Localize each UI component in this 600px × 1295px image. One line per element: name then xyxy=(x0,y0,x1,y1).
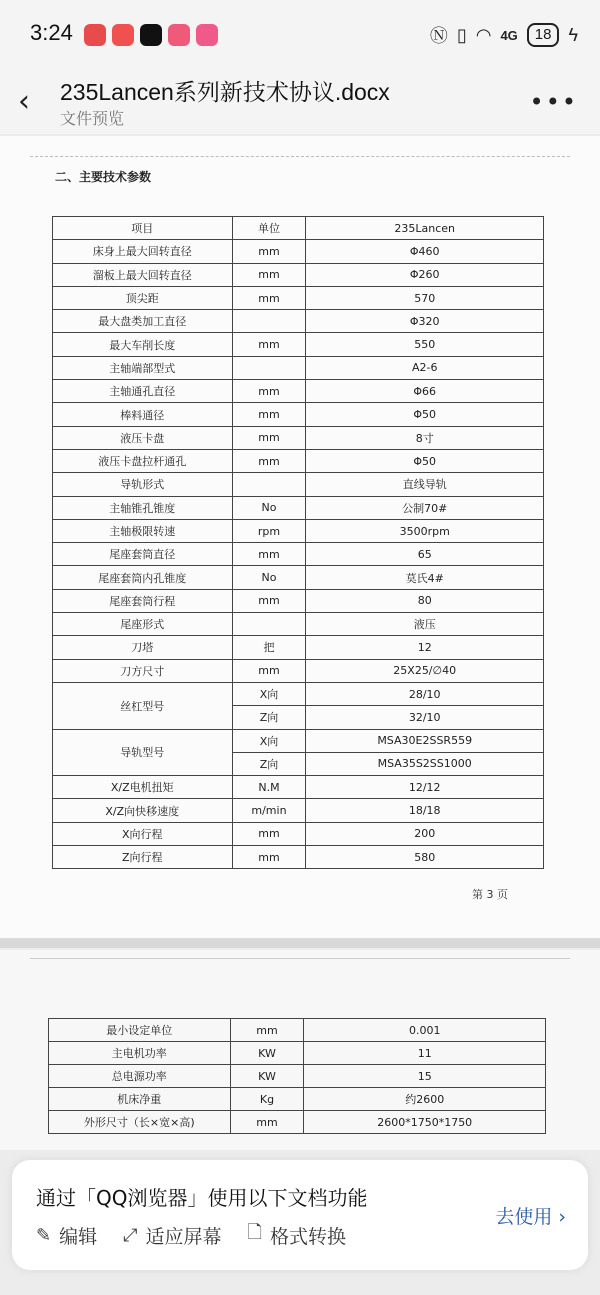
row-item: 尾座套筒内孔锥度 xyxy=(53,566,233,589)
back-icon[interactable]: ‹ xyxy=(18,84,30,119)
table-row xyxy=(49,1088,546,1111)
page-header-rule xyxy=(30,156,570,157)
row-unit: No xyxy=(232,566,306,589)
header-value: 235Lancen xyxy=(306,217,544,240)
table-row xyxy=(49,1019,546,1042)
row-item: 尾座套筒行程 xyxy=(53,589,233,612)
row-unit: mm xyxy=(232,449,306,472)
row-value: 液压 xyxy=(306,613,544,636)
row-value: 莫氏4# xyxy=(306,566,544,589)
more-menu-icon[interactable]: ••• xyxy=(529,88,578,116)
use-button[interactable]: 去使用 › xyxy=(495,1206,566,1228)
table-row xyxy=(53,310,544,333)
screw-label: 丝杠型号 xyxy=(53,682,233,729)
page-divider xyxy=(0,938,600,948)
row-unit: mm xyxy=(232,380,306,403)
row-item: 刀塔 xyxy=(53,636,233,659)
row-value: 约2600 xyxy=(304,1088,546,1111)
row-item: 液压卡盘 xyxy=(53,426,233,449)
row-unit: N.M xyxy=(232,776,306,799)
tiktok-icon xyxy=(140,24,162,46)
header-unit: 单位 xyxy=(232,217,306,240)
spec-table xyxy=(52,216,544,869)
header-item: 项目 xyxy=(53,217,233,240)
row-item: 溜板上最大回转直径 xyxy=(53,263,233,286)
row-value: Φ460 xyxy=(306,240,544,263)
row-item: 主轴端部型式 xyxy=(53,356,233,379)
row-item: 尾座套筒直径 xyxy=(53,543,233,566)
nfc-icon: Ⓝ xyxy=(429,26,448,46)
wifi-icon: ◠ xyxy=(475,24,492,45)
row-item: 主轴锥孔锥度 xyxy=(53,496,233,519)
row-unit xyxy=(232,356,306,379)
row-item: 床身上最大回转直径 xyxy=(53,240,233,263)
row-item: Z向行程 xyxy=(53,846,233,869)
row-value: 11 xyxy=(304,1042,546,1065)
table-row xyxy=(49,1111,546,1134)
row-value: 12 xyxy=(306,636,544,659)
table-row xyxy=(53,519,544,542)
app-red-icon xyxy=(84,24,106,46)
rail-x-label: X向 xyxy=(232,729,306,752)
row-unit: mm xyxy=(230,1019,304,1042)
table-row xyxy=(53,776,544,799)
screw-z-label: Z向 xyxy=(232,706,306,729)
row-unit: mm xyxy=(232,263,306,286)
edit-icon: ✎ xyxy=(36,1224,52,1246)
row-item: 主电机功率 xyxy=(49,1042,231,1065)
vibrate-icon: ▯ xyxy=(456,24,467,45)
row-value: 580 xyxy=(306,846,544,869)
row-unit: mm xyxy=(232,543,306,566)
row-item: 机床净重 xyxy=(49,1088,231,1111)
qq-browser-banner xyxy=(12,1160,588,1270)
row-unit: 把 xyxy=(232,636,306,659)
table-row xyxy=(53,403,544,426)
row-value: 65 xyxy=(306,543,544,566)
row-unit: mm xyxy=(232,286,306,309)
row-unit: mm xyxy=(232,333,306,356)
fit-screen-label: 适应屏幕 xyxy=(145,1225,222,1248)
row-unit: mm xyxy=(232,240,306,263)
status-app-icons xyxy=(84,24,218,46)
row-unit: mm xyxy=(230,1111,304,1134)
row-value: 80 xyxy=(306,589,544,612)
table-row xyxy=(53,426,544,449)
file-convert-icon: 🗋 xyxy=(247,1222,263,1243)
banner-title: 通过「QQ浏览器」使用以下文档功能 xyxy=(36,1186,368,1210)
row-item: 顶尖距 xyxy=(53,286,233,309)
row-item: X向行程 xyxy=(53,822,233,845)
row-item: 液压卡盘拉杆通孔 xyxy=(53,449,233,472)
page-subtitle: 文件预览 xyxy=(60,109,125,128)
row-item: 最大车削长度 xyxy=(53,333,233,356)
app-header xyxy=(0,68,600,134)
table-row xyxy=(53,449,544,472)
row-item: 外形尺寸（长×宽×高) xyxy=(49,1111,231,1134)
charging-icon: ϟ xyxy=(568,24,578,45)
page-title: 235Lancen系列新技术协议.docx xyxy=(60,79,390,105)
row-value: 25X25/∅40 xyxy=(306,659,544,682)
table-row xyxy=(53,636,544,659)
table-row xyxy=(53,496,544,519)
format-convert-button[interactable] xyxy=(248,1220,347,1250)
table-row xyxy=(53,380,544,403)
row-value: 12/12 xyxy=(306,776,544,799)
row-unit xyxy=(232,473,306,496)
status-indicators xyxy=(430,22,578,48)
screw-x-label: X向 xyxy=(232,682,306,705)
row-unit xyxy=(232,613,306,636)
row-value: 3500rpm xyxy=(306,519,544,542)
row-unit: mm xyxy=(232,426,306,449)
row-unit: KW xyxy=(230,1042,304,1065)
table-header-row xyxy=(53,217,544,240)
table-row xyxy=(53,846,544,869)
edit-button[interactable] xyxy=(36,1220,97,1250)
row-value: Φ66 xyxy=(306,380,544,403)
banner-actions xyxy=(36,1220,346,1250)
row-value: 0.001 xyxy=(304,1019,546,1042)
document-page-2 xyxy=(0,950,600,1150)
row-item: 最大盘类加工直径 xyxy=(53,310,233,333)
table-row xyxy=(53,356,544,379)
row-value: 550 xyxy=(306,333,544,356)
row-value: Φ320 xyxy=(306,310,544,333)
row-value: 8寸 xyxy=(306,426,544,449)
table-row xyxy=(53,613,544,636)
fit-screen-button[interactable] xyxy=(123,1220,221,1250)
table-row xyxy=(53,589,544,612)
row-value: Φ50 xyxy=(306,449,544,472)
row-unit: mm xyxy=(232,659,306,682)
app-orange-icon xyxy=(112,24,134,46)
row-unit: mm xyxy=(232,822,306,845)
row-unit: KW xyxy=(230,1065,304,1088)
table-row xyxy=(53,566,544,589)
row-value: 18/18 xyxy=(306,799,544,822)
row-value: 公制70# xyxy=(306,496,544,519)
battery-icon: 18 xyxy=(527,23,560,47)
row-unit: mm xyxy=(232,589,306,612)
app-magenta-icon xyxy=(196,24,218,46)
document-page xyxy=(0,136,600,946)
row-item: X/Z电机扭矩 xyxy=(53,776,233,799)
screw-row-x xyxy=(53,682,544,705)
screw-x-value: 28/10 xyxy=(306,682,544,705)
format-convert-label: 格式转换 xyxy=(270,1225,347,1248)
table-row xyxy=(53,799,544,822)
rail-x-value: MSA30E2SSR559 xyxy=(306,729,544,752)
table-row xyxy=(53,240,544,263)
row-item: 刀方尺寸 xyxy=(53,659,233,682)
status-bar xyxy=(0,0,600,68)
row-value: Φ260 xyxy=(306,263,544,286)
row-value: 570 xyxy=(306,286,544,309)
section-title: 二、主要技术参数 xyxy=(55,170,152,184)
row-unit: rpm xyxy=(232,519,306,542)
table-row xyxy=(53,543,544,566)
row-unit: mm xyxy=(232,403,306,426)
table-row xyxy=(53,286,544,309)
rail-z-label: Z向 xyxy=(232,752,306,775)
page2-header-rule xyxy=(30,958,570,959)
row-item: 导轨形式 xyxy=(53,473,233,496)
spec-table-2 xyxy=(48,1018,546,1134)
table-row xyxy=(53,473,544,496)
row-unit: mm xyxy=(232,846,306,869)
rail-label: 导轨型号 xyxy=(53,729,233,776)
row-item: 尾座形式 xyxy=(53,613,233,636)
row-item: 最小设定单位 xyxy=(49,1019,231,1042)
table-row xyxy=(53,822,544,845)
row-value: 200 xyxy=(306,822,544,845)
table-row xyxy=(53,659,544,682)
table-row xyxy=(53,333,544,356)
screw-z-value: 32/10 xyxy=(306,706,544,729)
row-value: 15 xyxy=(304,1065,546,1088)
row-value: A2-6 xyxy=(306,356,544,379)
row-unit: m/min xyxy=(232,799,306,822)
row-value: 2600*1750*1750 xyxy=(304,1111,546,1134)
status-time: 3:24 xyxy=(30,20,73,45)
fit-screen-icon: ⤢ xyxy=(123,1224,138,1246)
app-pink-icon xyxy=(168,24,190,46)
rail-row-x xyxy=(53,729,544,752)
row-item: 棒料通径 xyxy=(53,403,233,426)
rail-z-value: MSA35S2SS1000 xyxy=(306,752,544,775)
row-item: 总电源功率 xyxy=(49,1065,231,1088)
row-item: X/Z向快移速度 xyxy=(53,799,233,822)
page-number: 第 3 页 xyxy=(472,888,508,901)
row-unit: Kg xyxy=(230,1088,304,1111)
row-value: Φ50 xyxy=(306,403,544,426)
row-value: 直线导轨 xyxy=(306,473,544,496)
row-unit xyxy=(232,310,306,333)
row-item: 主轴通孔直径 xyxy=(53,380,233,403)
table-row xyxy=(53,263,544,286)
table-row xyxy=(49,1042,546,1065)
row-item: 主轴极限转速 xyxy=(53,519,233,542)
table-row xyxy=(49,1065,546,1088)
row-unit: No xyxy=(232,496,306,519)
edit-label: 编辑 xyxy=(59,1225,98,1248)
network-icon: 4G xyxy=(500,27,518,43)
